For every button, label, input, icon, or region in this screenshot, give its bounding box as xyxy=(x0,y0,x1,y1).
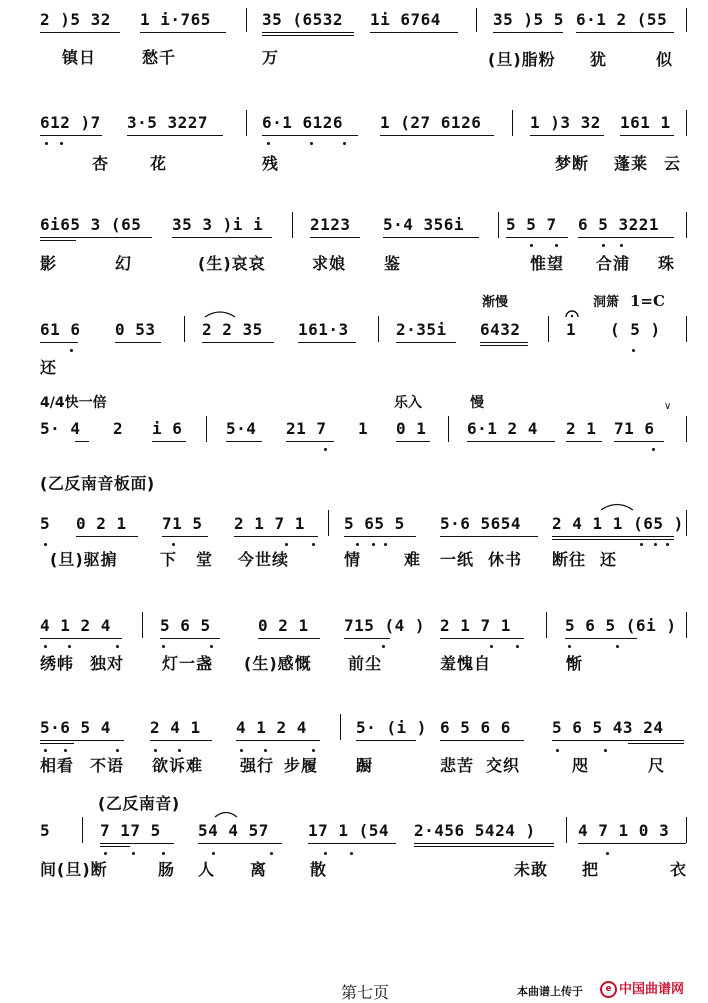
note-group: ( 5 ) xyxy=(610,320,661,339)
note-group: 4 1 2 4 xyxy=(236,718,307,737)
lyric: 镇日 xyxy=(62,48,97,67)
page-number: 第七页 xyxy=(341,983,390,1002)
barline xyxy=(328,510,329,536)
section-mark: (乙反南音板面) xyxy=(40,474,155,493)
lyric: 肠 xyxy=(158,860,176,879)
note-group: 161·3 xyxy=(298,320,349,339)
lyric: 影 xyxy=(40,254,58,273)
barline xyxy=(340,714,341,740)
barline xyxy=(498,212,499,238)
instrument-mark: 洞箫 xyxy=(593,295,620,310)
lyric: 散 xyxy=(310,860,328,879)
note-group: 6432 xyxy=(480,320,521,339)
note-group: 2 2 35 xyxy=(202,320,263,339)
lyric: 尺 xyxy=(648,756,666,775)
note-group: 2·456 5424 ) xyxy=(414,821,536,840)
lyric: 云 xyxy=(664,154,682,173)
note-group: i 6 xyxy=(152,419,183,438)
tempo-mark: 慢 xyxy=(470,395,484,411)
lyric: 惭 xyxy=(566,654,584,673)
site-logo xyxy=(600,978,684,998)
lyric: 断往 xyxy=(552,550,587,569)
note-group: 35 3 )i i xyxy=(172,215,264,234)
lyric: 休书 xyxy=(488,550,523,569)
lyric: 交织 xyxy=(486,756,521,775)
lyric: 情 xyxy=(344,550,362,569)
note-group: 1i 6764 xyxy=(370,10,441,29)
lyric: (生)哀哀 xyxy=(198,254,266,273)
lyric: 惟望 xyxy=(530,254,565,273)
barline xyxy=(512,110,513,136)
barline xyxy=(566,817,567,843)
lyric: 还 xyxy=(40,358,58,377)
lyric: 步履 xyxy=(284,756,319,775)
lyric: 蓬莱 xyxy=(614,154,649,173)
note-group: 5 6 5 43 24 xyxy=(552,718,664,737)
note-group: 5 65 5 xyxy=(344,514,405,533)
barline xyxy=(686,817,687,843)
note-group: 715 (4 ) xyxy=(344,616,426,635)
lyric: (生)感慨 xyxy=(244,654,312,673)
barline xyxy=(82,817,83,843)
lyric: 绣帏 xyxy=(40,654,75,673)
barline xyxy=(476,8,477,32)
note-group: 5· 4 xyxy=(40,419,81,438)
note-group: 5 6 5 (6i ) xyxy=(565,616,677,635)
note-group: 61 6 xyxy=(40,320,81,339)
slur-icon xyxy=(214,810,238,818)
note-group: 1 )3 32 xyxy=(530,113,601,132)
lyric: 珠 xyxy=(658,254,676,273)
barline xyxy=(686,212,687,238)
note-group: 5 5 7 xyxy=(506,215,557,234)
lyric: 难 xyxy=(404,550,422,569)
barline xyxy=(546,612,547,638)
note-group: 21 7 xyxy=(286,419,327,438)
breath-mark: ∨ xyxy=(664,401,672,412)
note-group: 35 (6532 xyxy=(262,10,344,29)
barline xyxy=(206,416,207,442)
note-group: 0 2 1 xyxy=(258,616,309,635)
lyric: 梦断 xyxy=(555,154,590,173)
key-signature: 1=C xyxy=(630,292,665,310)
lyric: 还 xyxy=(600,550,618,569)
note-group: 6·1 2 (55 xyxy=(576,10,668,29)
note-group: 2 4 1 1 (65 ) xyxy=(552,514,684,533)
note-group: 5·6 5654 xyxy=(440,514,522,533)
barline xyxy=(246,110,247,136)
slur-icon xyxy=(600,502,634,511)
note-group: 35 )5 5 xyxy=(493,10,564,29)
tempo-mark: 4/4快一倍 xyxy=(40,395,107,411)
note-group: 6·1 2 4 xyxy=(467,419,538,438)
lyric: 强行 xyxy=(240,756,275,775)
lyric: 衣 xyxy=(670,860,688,879)
barline xyxy=(142,612,143,638)
note-group: 6i65 3 (65 xyxy=(40,215,142,234)
note-group: 54 4 57 xyxy=(198,821,269,840)
note-group: 71 6 xyxy=(614,419,655,438)
lyric: 似 xyxy=(656,50,674,69)
lyric: 间(旦)断 xyxy=(40,860,108,879)
upload-credit: 本曲谱上传于 xyxy=(517,985,583,998)
lyric: 把 xyxy=(582,860,600,879)
note-group: 2123 xyxy=(310,215,351,234)
barline xyxy=(448,416,449,442)
note-group: 1 xyxy=(566,320,577,339)
lyric: 鉴 xyxy=(384,254,402,273)
barline xyxy=(686,110,687,136)
tempo-mark: 渐慢 xyxy=(482,295,509,310)
lyric: 欲诉难 xyxy=(152,756,204,775)
note-group: 2 xyxy=(113,419,124,438)
note-group: 6·1 6126 xyxy=(262,113,344,132)
note-group: 2·35i xyxy=(396,320,447,339)
note-group: 5·4 xyxy=(226,419,257,438)
lyric: 今世续 xyxy=(238,550,290,569)
note-group: 2 1 7 1 xyxy=(440,616,511,635)
lyric: 未敢 xyxy=(514,860,549,879)
note-group: 3·5 3227 xyxy=(127,113,209,132)
barline xyxy=(686,316,687,342)
barline xyxy=(292,212,293,238)
note-group: 71 5 xyxy=(162,514,203,533)
lyric: 幻 xyxy=(115,254,133,273)
lyric: 独对 xyxy=(90,654,125,673)
lyric: 羞愧自 xyxy=(440,654,492,673)
lyric: 不语 xyxy=(90,756,125,775)
lyric: 犹 xyxy=(590,50,608,69)
note-group: 7 17 5 xyxy=(100,821,161,840)
note-group: 5·6 5 4 xyxy=(40,718,111,737)
lyric: 求娘 xyxy=(312,254,347,273)
lyric: 咫 xyxy=(572,756,590,775)
lyric: 杏 xyxy=(92,154,110,173)
note-group: 5·4 356i xyxy=(383,215,465,234)
note-group: 2 1 7 1 xyxy=(234,514,305,533)
section-mark: (乙反南音) xyxy=(98,794,180,813)
note-group: 0 2 1 xyxy=(76,514,127,533)
lyric: 相看 xyxy=(40,756,75,775)
performance-mark: 乐入 xyxy=(394,395,422,411)
note-group: 4 1 2 4 xyxy=(40,616,111,635)
note-group: 1 (27 6126 xyxy=(380,113,482,132)
barline xyxy=(686,8,687,32)
lyric: 花 xyxy=(150,154,168,173)
barline xyxy=(548,316,549,342)
lyric: 一纸 xyxy=(440,550,475,569)
note-group: 2 4 1 xyxy=(150,718,201,737)
lyric: 悲苦 xyxy=(440,756,475,775)
note-group: 0 1 xyxy=(396,419,427,438)
note-group: 0 53 xyxy=(115,320,156,339)
lyric: 灯一盏 xyxy=(162,654,214,673)
lyric: 合浦 xyxy=(596,254,631,273)
lyric: 下 xyxy=(160,550,178,569)
lyric: 堂 xyxy=(196,550,214,569)
note-group: 612 )7 xyxy=(40,113,101,132)
note-group: 1 xyxy=(358,419,369,438)
note-group: 161 1 xyxy=(620,113,671,132)
lyric: (旦)驱掮 xyxy=(50,550,118,569)
lyric: 蹰 xyxy=(356,756,374,775)
note-group: 5 6 5 xyxy=(160,616,211,635)
note-group: 2 1 xyxy=(566,419,597,438)
note-group: 5· (i ) xyxy=(356,718,427,737)
note-group: 1 i·765 xyxy=(140,10,211,29)
slur-icon xyxy=(204,310,236,318)
site-logo-text: 中国曲谱网 xyxy=(619,982,685,997)
note-group: 5 xyxy=(40,821,51,840)
barline xyxy=(686,510,687,536)
lyric: 残 xyxy=(262,154,280,173)
lyric: (旦)脂粉 xyxy=(488,50,556,69)
note-group: 6 5 3221 xyxy=(578,215,660,234)
note-group: 2 )5 32 xyxy=(40,10,111,29)
barline xyxy=(686,612,687,638)
note-group: 6 5 6 6 xyxy=(440,718,511,737)
lyric: 离 xyxy=(250,860,268,879)
barline xyxy=(184,316,185,342)
lyric: 万 xyxy=(262,48,280,67)
lyric: 人 xyxy=(198,860,216,879)
note-group: 5 xyxy=(40,514,51,533)
lyric: 愁千 xyxy=(142,48,177,67)
note-group: 17 1 (54 xyxy=(308,821,390,840)
barline xyxy=(686,416,687,442)
fermata-icon xyxy=(565,308,579,318)
barline xyxy=(246,8,247,32)
lyric: 前尘 xyxy=(348,654,383,673)
note-group: 4 7 1 0 3 xyxy=(578,821,670,840)
barline xyxy=(378,316,379,342)
logo-icon: e xyxy=(600,981,617,998)
